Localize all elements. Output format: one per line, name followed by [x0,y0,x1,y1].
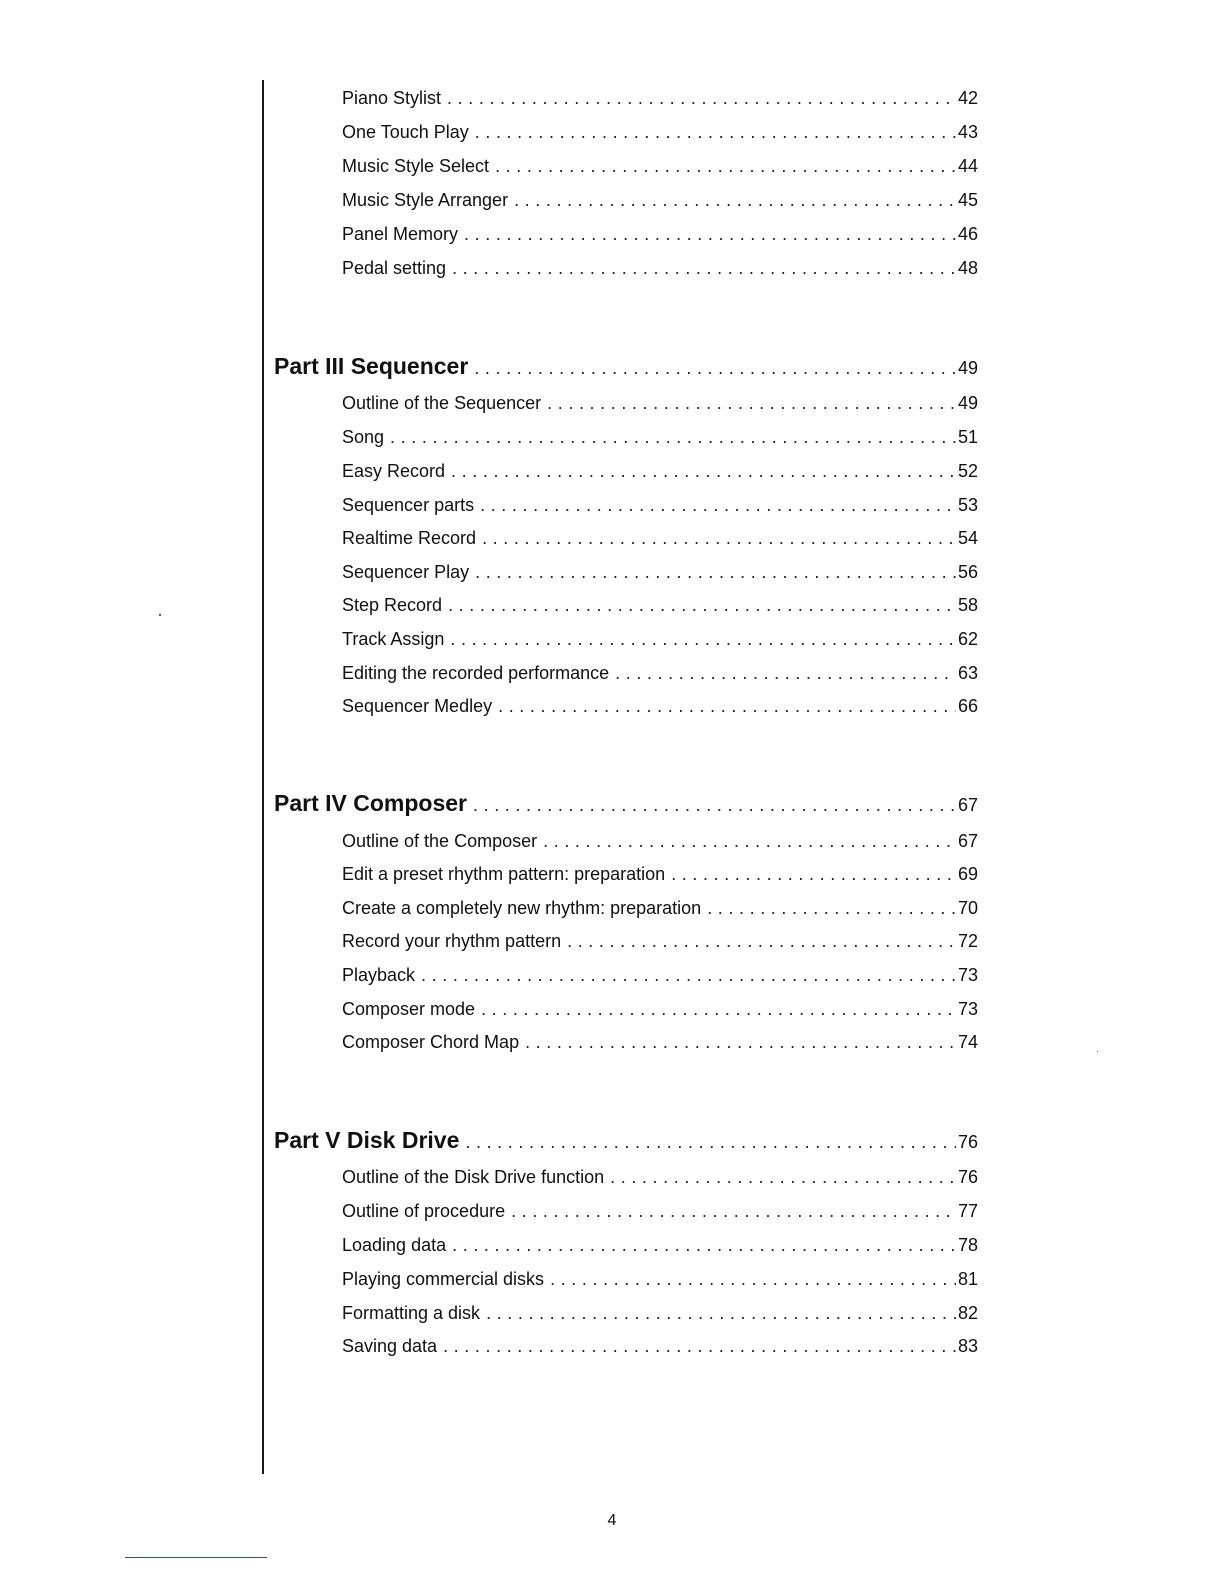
leader-dots [482,528,956,549]
toc-entry-label: Saving data [342,1336,438,1356]
section-heading-page: 67 [957,795,978,815]
section-heading[interactable] [274,1127,978,1154]
toc-entry-label: Outline of the Sequencer [342,393,542,413]
toc-entry-label: Formatting a disk [342,1303,481,1323]
section-heading-page: 76 [957,1132,978,1152]
leader-dots [475,562,956,583]
toc-entry-label: Realtime Record [342,528,477,548]
toc-entry-label: Outline of the Composer [342,831,538,851]
toc-entry[interactable] [342,528,978,549]
toc-entry[interactable] [342,495,978,516]
toc-entry[interactable] [342,663,978,684]
toc-entry[interactable] [342,156,978,177]
leader-dots [486,1303,956,1324]
page-number: 4 [607,1512,617,1529]
toc-entry-page: 66 [957,696,978,716]
toc-entry-label: Edit a preset rhythm pattern: preparation [342,864,666,884]
toc-entry[interactable] [342,427,978,448]
toc-entry-label: Sequencer Medley [342,696,493,716]
toc-entry[interactable] [342,461,978,482]
toc-entry-label: Music Style Arranger [342,190,509,210]
toc-entry-page: 81 [957,1269,978,1289]
leader-dots [511,1201,956,1222]
toc-entry[interactable] [342,1167,978,1188]
toc-entry[interactable] [342,1269,978,1290]
section-heading-page: 49 [957,358,978,378]
leader-dots [447,88,956,109]
footer-line [125,1557,267,1558]
toc-entry-page: 49 [957,393,978,413]
scan-speck [1097,1051,1098,1052]
toc-entry-label: Composer Chord Map [342,1032,520,1052]
leader-dots [615,663,956,684]
section-heading-label: Part III Sequencer [274,353,469,379]
toc-entry-label: Record your rhythm pattern [342,931,562,951]
toc-entry[interactable] [342,1032,978,1053]
toc-entry-label: Editing the recorded performance [342,663,610,683]
toc-entry-page: 62 [957,629,978,649]
toc-entry-page: 42 [957,88,978,108]
toc-entry[interactable] [342,864,978,885]
leader-dots [671,864,956,885]
leader-dots [452,1235,956,1256]
toc-entry-page: 73 [957,965,978,985]
toc-entry-label: One Touch Play [342,122,469,142]
leader-dots [525,1032,956,1053]
leader-dots [452,258,956,279]
toc-entry-page: 82 [957,1303,978,1323]
leader-dots [610,1167,956,1188]
toc-entry[interactable] [342,224,978,245]
leader-dots [707,898,956,919]
toc-entry-label: Sequencer parts [342,495,475,515]
toc-entry-label: Piano Stylist [342,88,442,108]
toc-entry-page: 53 [957,495,978,515]
toc-entry-page: 72 [957,931,978,951]
toc-entry[interactable] [342,696,978,717]
toc-entry[interactable] [342,1336,978,1357]
leader-dots [474,358,956,379]
toc-entry[interactable] [342,898,978,919]
toc-entry-page: 48 [957,258,978,278]
toc-entry-label: Outline of procedure [342,1201,506,1221]
toc-entry-page: 43 [957,122,978,142]
toc-entry-label: Composer mode [342,999,476,1019]
leader-dots [547,393,956,414]
toc-entry-page: 78 [957,1235,978,1255]
toc-entry-label: Easy Record [342,461,446,481]
section-heading-label: Part V Disk Drive [274,1127,460,1153]
toc-entry[interactable] [342,1303,978,1324]
toc-entry-page: 58 [957,595,978,615]
section-heading-label: Part IV Composer [274,790,467,816]
toc-entry-page: 45 [957,190,978,210]
toc-entry[interactable] [342,122,978,143]
toc-entry[interactable] [342,931,978,952]
leader-dots [481,999,956,1020]
toc-entry-label: Song [342,427,385,447]
toc-entry-page: 44 [957,156,978,176]
toc-entry-label: Create a completely new rhythm: preparation [342,898,702,918]
toc-entry-page: 83 [957,1336,978,1356]
toc-entry-page: 46 [957,224,978,244]
toc-entry[interactable] [342,393,978,414]
toc-entry-label: Music Style Select [342,156,490,176]
toc-entry[interactable] [342,562,978,583]
leader-dots [550,1269,956,1290]
toc-entry-label: Panel Memory [342,224,459,244]
toc-entry-page: 77 [957,1201,978,1221]
leader-dots [450,629,956,650]
toc-entry[interactable] [342,629,978,650]
toc-entry-label: Playback [342,965,416,985]
leader-dots [451,461,956,482]
leader-dots [390,427,956,448]
toc-entry-page: 74 [957,1032,978,1052]
scan-speck [159,614,161,616]
leader-dots [473,795,956,816]
toc-entry[interactable] [342,258,978,279]
toc-entry[interactable] [342,88,978,109]
leader-dots [443,1336,956,1357]
toc-entry-page: 63 [957,663,978,683]
toc-entry-page: 69 [957,864,978,884]
toc-entry-label: Loading data [342,1235,447,1255]
leader-dots [567,931,956,952]
leader-dots [514,190,956,211]
leader-dots [464,224,956,245]
toc-entry-page: 51 [957,427,978,447]
toc-entry-label: Playing commercial disks [342,1269,545,1289]
toc-entry[interactable] [342,1201,978,1222]
toc-entry-page: 67 [957,831,978,851]
leader-dots [543,831,956,852]
toc-entry-page: 70 [957,898,978,918]
toc-entry-page: 52 [957,461,978,481]
toc-entry-page: 54 [957,528,978,548]
toc-entry-label: Pedal setting [342,258,447,278]
leader-dots [480,495,956,516]
leader-dots [465,1132,956,1153]
toc-entry[interactable] [342,1235,978,1256]
toc-entry-label: Outline of the Disk Drive function [342,1167,605,1187]
leader-dots [475,122,956,143]
toc-entry[interactable] [342,965,978,986]
toc-entry-page: 76 [957,1167,978,1187]
toc-entry[interactable] [342,831,978,852]
toc-entry-label: Track Assign [342,629,445,649]
leader-dots [495,156,956,177]
section-heading[interactable] [274,790,978,817]
toc-entry[interactable] [342,190,978,211]
leader-dots [498,696,956,717]
toc-entry[interactable] [342,595,978,616]
toc-entry-page: 56 [957,562,978,582]
toc-entry-page: 73 [957,999,978,1019]
toc-entry-label: Sequencer Play [342,562,470,582]
section-heading[interactable] [274,353,978,380]
leader-dots [421,965,956,986]
toc-entry[interactable] [342,999,978,1020]
leader-dots [448,595,956,616]
toc-entry-label: Step Record [342,595,443,615]
